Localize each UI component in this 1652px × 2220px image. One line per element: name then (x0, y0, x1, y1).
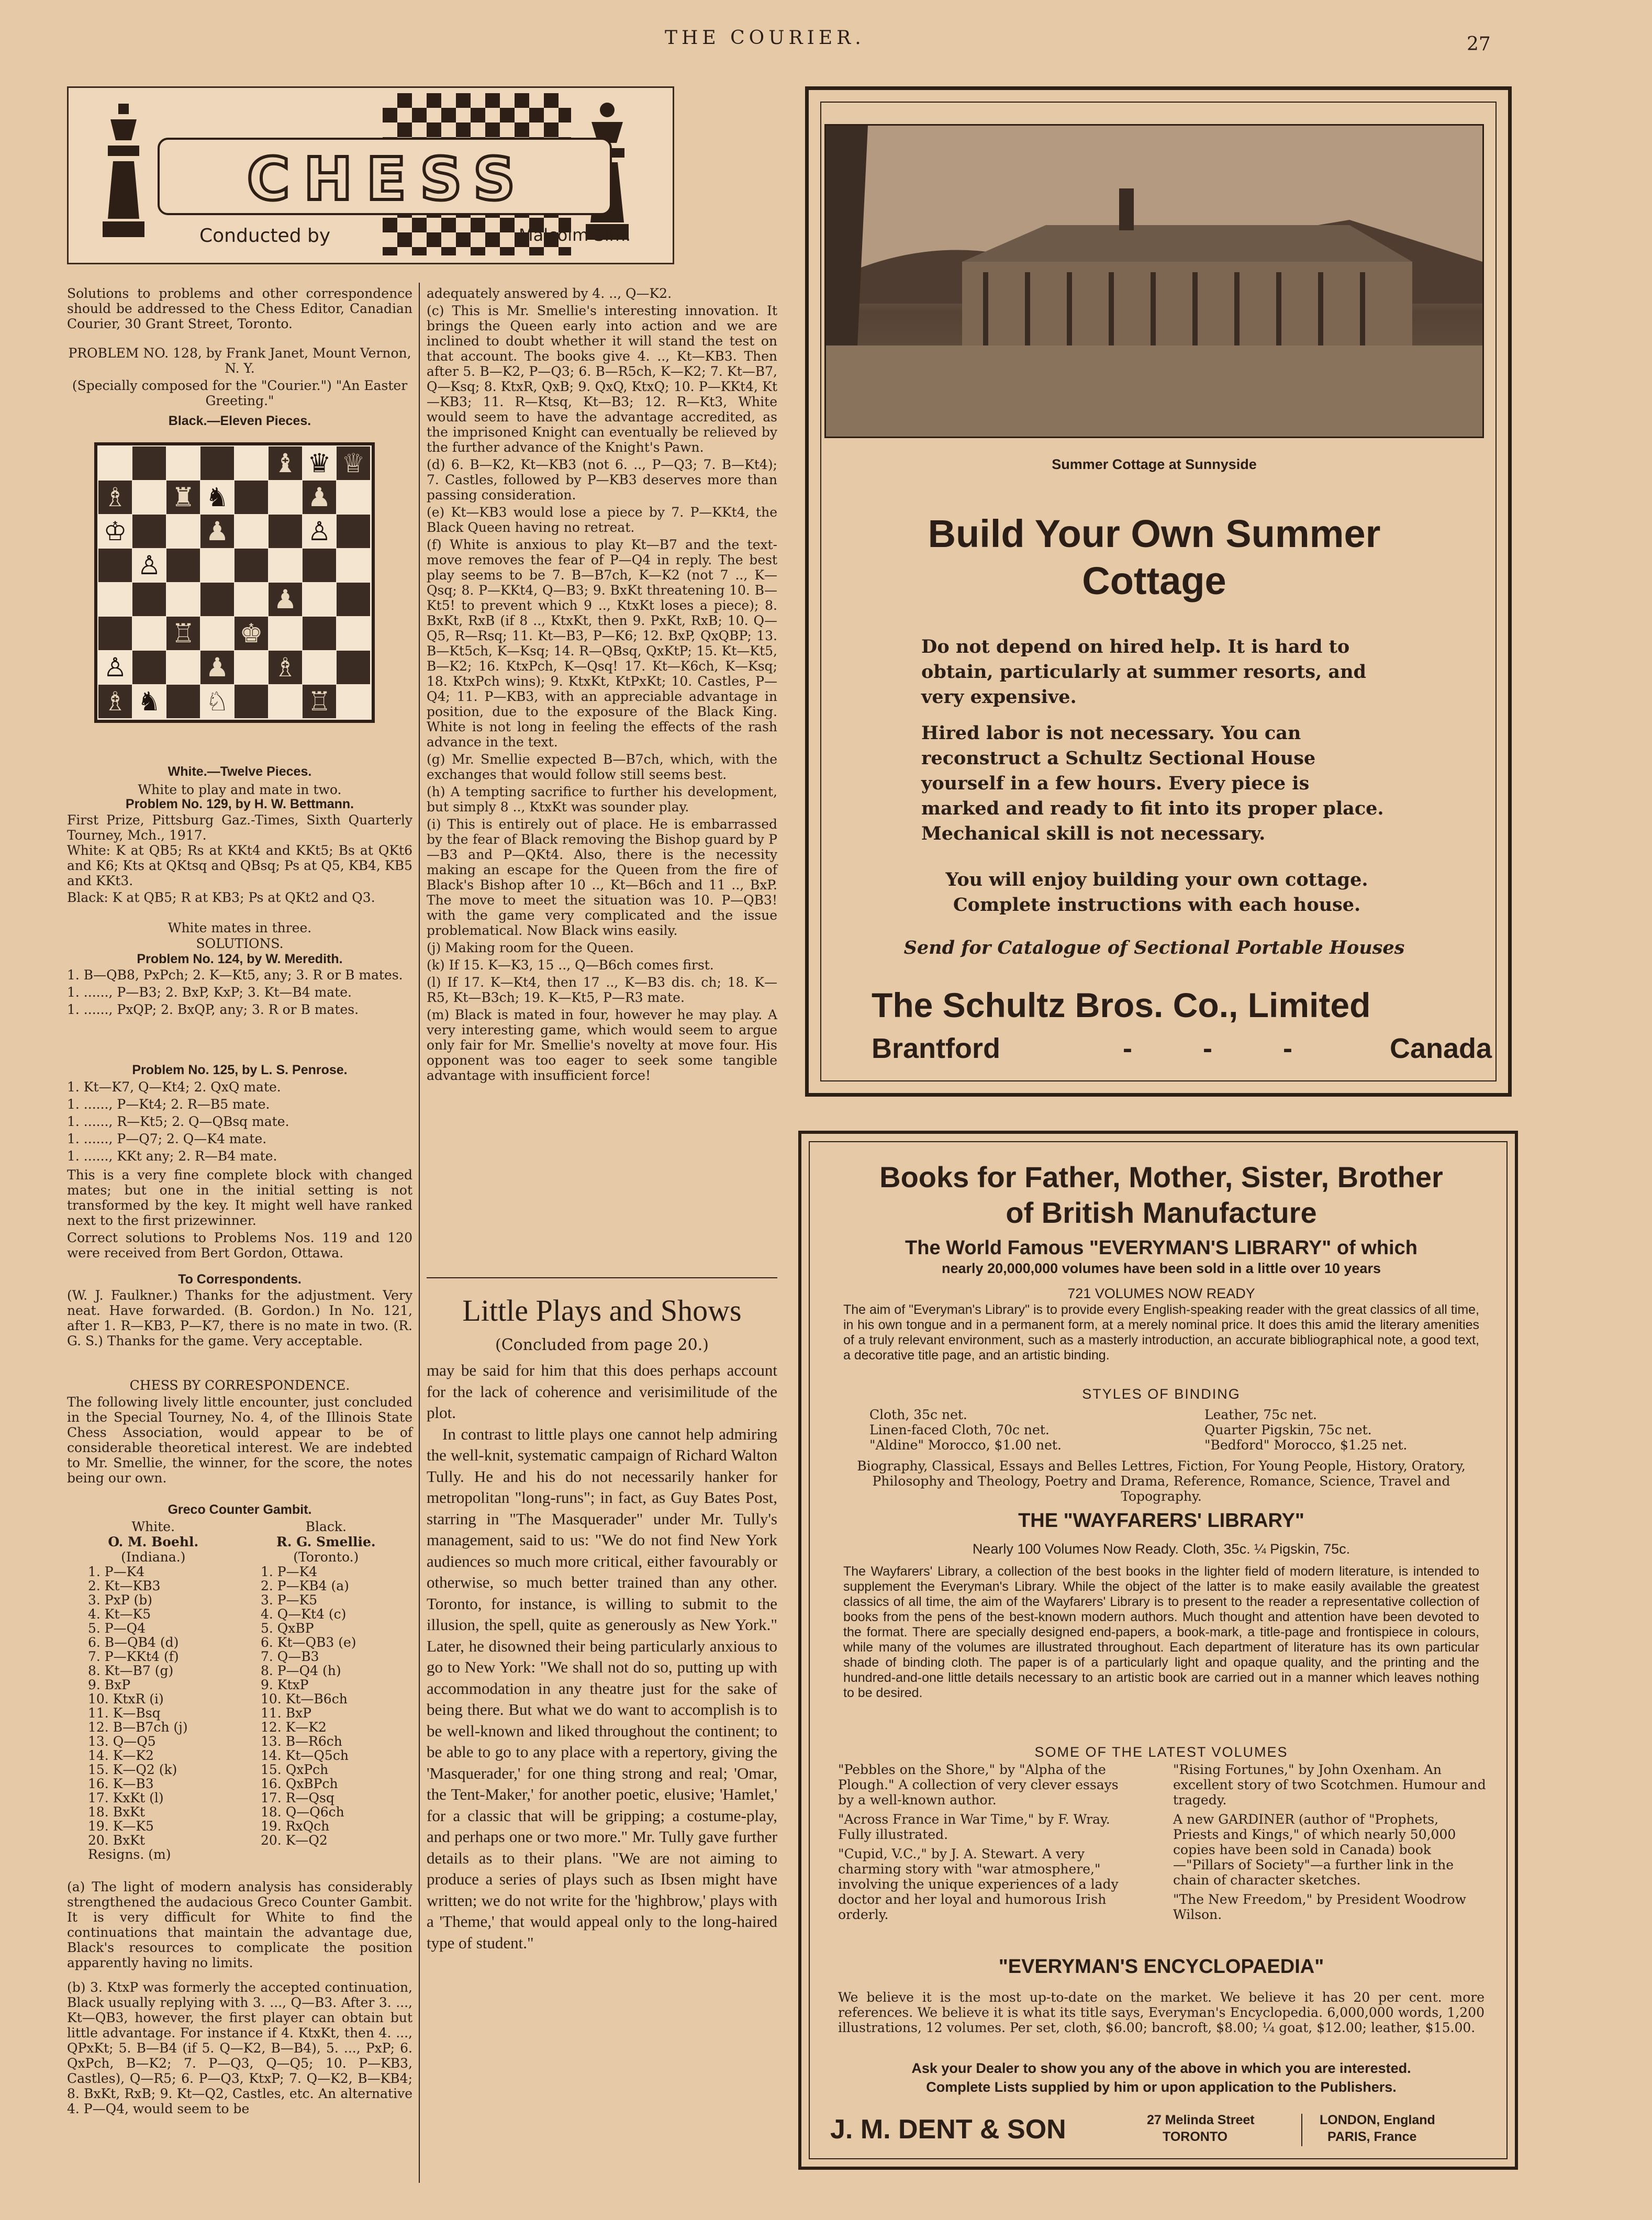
categories-text: Biography, Classical, Essays and Belles Lettres, Fiction, For Young People, History, Oratory, Philosophy and Theology, Poetry and Drama, Reference, Romance, Science, Travel and Topography. (857, 1458, 1466, 1504)
latest-volume: A new GARDINER (author of "Prophets, Priests and Kings," of which nearly 50,000 copies have been sold in Canada) book—"Pillars of Society"—a further link in the chain of character sketches. (1173, 1812, 1456, 1888)
game-move: 12. B—B7ch (j) (88, 1720, 188, 1735)
correspondents-heading: To Correspondents. (178, 1272, 302, 1287)
cottage-photo (824, 124, 1484, 438)
london-address: LONDON, England (1320, 2113, 1435, 2127)
wayfarers-heading: THE "WAYFARERS' LIBRARY" (1018, 1510, 1304, 1532)
game-move: 2. Kt—KB3 (88, 1578, 161, 1593)
board-square (166, 549, 200, 582)
game-move: 8. P—Q4 (h) (261, 1663, 341, 1678)
binding-style: Linen-faced Cloth, 70c net. (869, 1422, 1050, 1437)
problem-128-note: (Specially composed for the "Courier.") "An Easter Greeting." (72, 378, 408, 408)
section-rule (427, 1277, 777, 1278)
queen-icon: ♛ (307, 448, 331, 478)
game-move: Resigns. (m) (88, 1847, 171, 1862)
styles-heading: STYLES OF BINDING (1082, 1386, 1241, 1402)
board-square (337, 583, 370, 616)
page-number: 27 (1467, 34, 1491, 55)
note-paragraph: (j) Making room for the Queen. (427, 940, 634, 955)
pawn-icon: ♙ (103, 652, 127, 683)
game-move: 10. KtxR (i) (88, 1691, 164, 1706)
solution-line: 1. ......, PxQP; 2. BxQP, any; 3. R or B mates. (67, 1002, 359, 1017)
schultz-para-3: You will enjoy building your own cottage. Complete instructions with each house. (945, 869, 1368, 916)
pawn-icon: ♟ (273, 584, 297, 615)
player-header (67, 1519, 412, 1565)
schultz-headline-1: Build Your Own Summer (928, 512, 1381, 555)
game-move: 3. PxP (b) (88, 1592, 152, 1608)
game-move: 16. QxBPch (261, 1776, 338, 1791)
solution-line: 1. ......, P—Q7; 2. Q—K4 mate. (67, 1131, 267, 1146)
black-player: R. G. Smellie. (276, 1534, 376, 1549)
problem-128-title: PROBLEM NO. 128, by Frank Janet, Mount Vernon, N. Y. (68, 345, 411, 376)
board-square (269, 481, 302, 514)
board-square (269, 549, 302, 582)
photo-caption: Summer Cottage at Sunnyside (1052, 456, 1257, 472)
problem-129-text: First Prize, Pittsburg Gaz.-Times, Sixth Quarterly Tourney, Mch., 1917. (67, 812, 412, 843)
complete-lists: Complete Lists supplied by him or upon application to the Publishers. (926, 2079, 1397, 2095)
schultz-dashes: - - - (1123, 1033, 1324, 1064)
game-move: 5. P—Q4 (88, 1621, 146, 1636)
ask-dealer: Ask your Dealer to show you any of the above in which you are interested. (911, 2060, 1411, 2076)
note-paragraph: (h) A tempting sacrifice to further his development, but simply 8 .., KtxKt was sounder play. (427, 784, 777, 815)
note-a: (a) The light of modern analysis has considerably strengthened the audacious Greco Counter Gambit. It is very difficult for White to find the continuations that maintain the advantage due, Black's resources to complicate the position apparently having no limits. (67, 1879, 412, 1970)
address-divider (1301, 2114, 1302, 2146)
game-move: 10. Kt—B6ch (261, 1691, 348, 1706)
game-move: 4. Q—Kt4 (c) (261, 1607, 347, 1622)
latest-volume: "Cupid, V.C.," by J. A. Stewart. A very charming story with "war atmosphere," involving the unique experiences of a lady doctor and her loyal and humorous Irish orderly. (838, 1846, 1119, 1922)
board-square (235, 515, 268, 548)
game-move: 20. K—Q2 (261, 1833, 328, 1848)
note-paragraph: (l) If 17. K—Kt4, then 17 .., K—B3 dis. ch; 18. K—R5, Kt—B3ch; 19. K—Kt5, P—R3 mate. (427, 975, 777, 1005)
game-move: 7. P—KKt4 (f) (88, 1649, 179, 1664)
latest-volume: "The New Freedom," by President Woodrow Wilson. (1173, 1892, 1466, 1922)
cottage-image (826, 126, 1482, 437)
schultz-company: The Schultz Bros. Co., Limited (872, 986, 1371, 1024)
note-paragraph: (i) This is entirely out of place. He is embarrassed by the fear of Black removing the Bishop guard by P—B3 and P—QKt4. Also, there is the necessity making an escape for the Queen from the fire of Black's Bishop after 10 .., Kt—B6ch and 11 .., BxP. The move to meet the situation was 10. P—QB3! with the game very complicated and the issue problematical. Now Black wins easily. (427, 817, 777, 938)
toronto-address-1: 27 Melinda Street (1147, 2113, 1255, 2127)
game-move: 8. Kt—B7 (g) (88, 1663, 174, 1678)
everyman-subheading: nearly 20,000,000 volumes have been sold in a little over 10 years (942, 1260, 1381, 1276)
black-place: (Toronto.) (293, 1549, 359, 1565)
solutions-heading: SOLUTIONS. (196, 936, 284, 951)
note-paragraph: (c) This is Mr. Smellie's interesting innovation. It brings the Queen early into action and we are inclined to doubt whether it will stand the test on that account. The books give 4. .., Kt—KB3. Then after 5. B—K2, P—Q3; 6. B—R5ch, K—K2; 7. Kt—B7, Q—Ksq; 8. KtxR, QxB; 9. QxQ, KtxQ; 10. P—KKt4, Kt—KB3; 11. R—Ktsq, Kt—B3; 12. R—Kt3, White would seem to have the advantage accredited, as the imprisoned Knight can eventually be relieved by the further advance of the Knight's Pawn. (427, 303, 777, 455)
bishop-icon: ♗ (273, 652, 297, 683)
board-square (235, 481, 268, 514)
game-move: 15. QxPch (261, 1762, 329, 1777)
black-moves (240, 1565, 412, 1861)
note-b: (b) 3. KtxP was formerly the accepted continuation, Black usually replying with 3. ..., Q—B3. After 3. ..., Kt—QB3, however, the first player can obtain but little advantage. For instance if 4. KtxKt, then 4. ..., QPxKt; 5. B—B4 (if 5. Q—K2, B—B4), 5. ..., PxP; 6. QxPch, B—K2; 7. P—Q3, Q—Q5; 10. P—KB3, Castles), Q—R5; 6. P—Q3, KtxP; 7. Q—K2, B—KB4; 8. BxKt, RxB; 9. Kt—Q2, Castles, etc. An alternative 4. P—Q4, would seem to be (67, 1980, 412, 2116)
catalogue-line: Send for Catalogue of Sectional Portable Houses (903, 937, 1405, 958)
plays-subtitle: (Concluded from page 20.) (495, 1336, 709, 1354)
game-move: 18. BxKt (88, 1804, 145, 1820)
board-square (337, 617, 370, 650)
note-paragraph: adequately answered by 4. .., Q—K2. (427, 286, 672, 301)
board-square (200, 583, 234, 616)
board-square (200, 549, 234, 582)
game-move: 17. KxKt (l) (88, 1790, 164, 1805)
board-square (303, 549, 336, 582)
styles-left (869, 1407, 1142, 1453)
board-square (235, 549, 268, 582)
queen-icon: ♕ (341, 448, 365, 478)
styles-right (1204, 1407, 1477, 1453)
encyclopaedia-text: We believe it is the most up-to-date on the market. We believe it has 20 per cent. more references. We believe it is what its title says, Everyman's Encyclopedia. 6,000,000 words, 1,200 illustrations, 12 volumes. Per set, cloth, $6.00; bancroft, $8.00; ¼ goat, $12.00; leather, $15.00. (838, 1990, 1484, 2035)
rook-icon: ♖ (307, 686, 331, 717)
binding-style: Leather, 75c net. (1204, 1407, 1317, 1422)
game-move: 6. B—QB4 (d) (88, 1635, 179, 1650)
dent-headline-1: Books for Father, Mother, Sister, Brother (879, 1161, 1443, 1193)
board-square (303, 583, 336, 616)
board-square (337, 481, 370, 514)
board-square (200, 617, 234, 650)
board-square (166, 651, 200, 684)
white-player: O. M. Boehl. (108, 1534, 199, 1549)
volumes-ready: 721 VOLUMES NOW READY (1067, 1286, 1255, 1301)
game-move: 1. P—K4 (88, 1564, 145, 1579)
problem-129-white: White: K at QB5; Rs at KKt4 and KKt5; Bs at QKt6 and K6; Kts at QKtsq and QBsq; Ps at Q5, KB4, KB5 and KKt3. (67, 843, 412, 888)
game-move: 13. Q—Q5 (88, 1734, 156, 1749)
white-moves (67, 1565, 240, 1861)
binding-style: Quarter Pigskin, 75c net. (1204, 1422, 1372, 1437)
solution-line: 1. B—QB8, PxPch; 2. K—Kt5, any; 3. R or B mates. (67, 967, 403, 983)
problem-124-solution (67, 967, 412, 1019)
board-square (98, 447, 132, 480)
game-score (67, 1519, 412, 1861)
schultz-city: Brantford (872, 1033, 1000, 1064)
game-move: 14. Kt—Q5ch (261, 1748, 349, 1763)
gambit-title: Greco Counter Gambit. (168, 1502, 312, 1517)
king-icon: ♚ (239, 618, 263, 649)
problem-124-heading: Problem No. 124, by W. Meredith. (137, 952, 343, 966)
game-move: 14. K—K2 (88, 1748, 154, 1763)
board-square (337, 549, 370, 582)
game-move: 16. K—B3 (88, 1776, 154, 1791)
schultz-headline-2: Cottage (1082, 559, 1226, 603)
pawn-icon: ♟ (205, 516, 229, 546)
binding-style: "Bedford" Morocco, $1.25 net. (1204, 1437, 1408, 1453)
knight-icon: ♞ (137, 686, 161, 717)
game-move: 7. Q—B3 (261, 1649, 319, 1664)
wayfarers-text: The Wayfarers' Library, a collection of the best books in the lighter field of modern literature, is intended to supplement the Everyman's Library. While the object of the latter is to make easily available the greatest classics of all time, the aim of the Wayfarers' Library is to present to the reader a representative collection of books from the pens of the best-known modern authors. Much thought and attention have been devoted to the format. There are specially designed end-papers, a book-mark, a title-page and frontispiece in colours, while many of the volumes are illustrated throughout. Each department of literature has its own particular shade of binding cloth. The paper is of a particularly light and opaque quality, and the printing and the hundred-and-one little details necessary to an artistic book are carried out in a manner which leaves nothing to be desired. (843, 1564, 1479, 1700)
schultz-country: Canada (1390, 1033, 1492, 1064)
latest-volume: "Across France in War Time," by F. Wray. Fully illustrated. (838, 1812, 1110, 1842)
board-square (132, 481, 166, 514)
board-square (303, 651, 336, 684)
note-paragraph: (e) Kt—KB3 would lose a piece by 7. P—KKt4, the Black Queen having no retreat. (427, 505, 777, 535)
board-square (337, 515, 370, 548)
note-paragraph: (f) White is anxious to play Kt—B7 and the text-move removes the fear of P—Q4 in reply. The best play seems to be 7. B—B7ch, K—K2 (not 7 .., K—Qsq; 8. P—KKt4, Q—B3; 9. BxKt threatening 10. B—Kt5! to prevent which 9 .., KtxKt loses a piece); 8. BxKt, RxB (if 8 .., KtxKt, then 9. PxKt, RxB; 10. Q—Q5, R—Rsq; 11. Kt—B3, P—K6; 12. BxP, QxQBP; 13. B—Kt5ch, K—Ksq; 14. R—QBsq, QxKtP; 15. Kt—Kt5, B—K2; 16. KtxPch, K—Qsq! 17. Kt—K6ch, K—Ksq; 18. KtxPch wins); 9. KtxKt, KtPxKt; 10. Castles, P—Q4; 11. P—KB3, with an appreciable advantage in position, due to the exposure of the Black King. White is not long in feeling the effects of the rash advance in the text. (427, 537, 777, 750)
game-move: 11. K—Bsq (88, 1705, 161, 1721)
board-square (303, 617, 336, 650)
publisher-name: J. M. DENT & SON (830, 2114, 1066, 2145)
board-square (200, 447, 234, 480)
column-rule-1 (419, 283, 420, 2183)
note-paragraph: (g) Mr. Smellie expected B—B7ch, which, with the exchanges that would follow still seems best. (427, 752, 777, 782)
correspondence-text: The following lively little encounter, just concluded in the Special Tourney, No. 4, of the Illinois State Chess Association, would appear to be of considerable theoretical interest. We are indebted to Mr. Smellie, the winner, for the score, the notes being our own. (67, 1395, 412, 1486)
rook-icon: ♜ (171, 482, 195, 512)
board-square (98, 583, 132, 616)
problem-129-black: Black: K at QB5; R at KB3; Ps at QKt2 and Q3. (67, 890, 375, 905)
black-caption: Black.—Eleven Pieces. (168, 414, 311, 428)
board-square (337, 651, 370, 684)
game-move: 20. BxKt (88, 1833, 145, 1848)
mate-note: White to play and mate in two. (138, 782, 342, 797)
board-square (235, 651, 268, 684)
white-color: White. (131, 1519, 175, 1534)
knight-icon: ♘ (205, 686, 229, 717)
everyman-heading: The World Famous "EVERYMAN'S LIBRARY" of which (905, 1237, 1417, 1259)
game-move: 1. P—K4 (261, 1564, 318, 1579)
board-square (166, 515, 200, 548)
plays-paragraph: In contrast to little plays one cannot help admiring the well-knit, systematic campaign of Richard Walton Tully. He and his do not necessarily hanker for metropolitan "long-runs"; in fact, as Guy Bates Post, starring in "The Masquerader" under Mr. Tully's management, said to us: "We do not find New York audiences so much more critical, either favourably or otherwise, so much better trained than any other. Toronto, for instance, is willing to submit to the illusion, the spell, quite as generously as New York." Later, he disowned their being particularly anxious to go to New York: "We shall not do so, putting up with accommodation in any theatre just for the sake of being there. But what we do want to accomplish is to be well-known and liked throughout the continent; to be able to go to any place with a repertory, giving the 'Masquerader,' for one thing strong and real; 'Omar, the Tent-Maker,' for another poetic, elusive; 'Hamlet,' for a classic that will be gripping; a costume-play, and perhaps one or two more." Mr. Tully gave further details as to their plans. "We are not aiming to produce a series of plays such as Ibsen might have written; we do not write for the 'highbrow,' plays with a 'Theme,' that would appeal only to the long-haired type of student." (427, 1424, 777, 1952)
latest-right (1173, 1762, 1487, 1922)
chess-board (94, 442, 375, 723)
problem-125-comment: This is a very fine complete block with changed mates; but one in the initial setting is not transformed by the key. It might well have ranked next to the first prizewinner. (67, 1167, 412, 1228)
game-move: 3. P—K5 (261, 1592, 318, 1608)
plays-paragraph: may be said for him that this does perhaps account for the lack of coherence and verisimilitude of the plot. (427, 1361, 777, 1422)
problem-125-solution (67, 1079, 412, 1166)
note-paragraph: (d) 6. B—K2, Kt—KB3 (not 6. .., P—Q3; 7. B—Kt4); 7. Castles, followed by P—KB3 deserves more than passing consideration. (427, 457, 777, 503)
game-move: 9. KtxP (261, 1677, 309, 1692)
board-square (132, 515, 166, 548)
conducted-by: Conducted by (199, 225, 331, 247)
game-move: 11. BxP (261, 1705, 311, 1721)
toronto-address-2: TORONTO (1163, 2129, 1228, 2144)
game-move: 15. K—Q2 (k) (88, 1762, 177, 1777)
king-piece-icon (95, 98, 152, 245)
board-square (269, 685, 302, 718)
rook-icon: ♖ (171, 618, 195, 649)
chess-notes-continued (427, 286, 777, 1085)
board-square (132, 583, 166, 616)
game-move: 19. K—K5 (88, 1819, 154, 1834)
problem-129-title: Problem No. 129, by H. W. Bettmann. (125, 797, 354, 811)
solution-line: 1. ......, P—Kt4; 2. R—B5 mate. (67, 1097, 270, 1112)
latest-heading: SOME OF THE LATEST VOLUMES (1034, 1744, 1288, 1760)
problem-125-heading: Problem No. 125, by L. S. Penrose. (132, 1063, 348, 1077)
schultz-advertisement (805, 86, 1512, 1097)
binding-style: "Aldine" Morocco, $1.00 net. (869, 1437, 1062, 1453)
knight-icon: ♞ (205, 482, 229, 512)
game-move: 9. BxP (88, 1677, 131, 1692)
schultz-para-1: Do not depend on hired help. It is hard to obtain, particularly at summer resorts, and very expensive. (921, 636, 1366, 708)
pawn-icon: ♙ (137, 550, 161, 581)
chess-editor: Malcolm Sim. (519, 225, 631, 245)
latest-volume: "Pebbles on the Shore," by "Alpha of the Plough." A collection of very clever essays by a well-known author. (838, 1762, 1119, 1808)
board-square (269, 515, 302, 548)
solution-line: 1. ......, KKt any; 2. R—B4 mate. (67, 1148, 277, 1164)
game-move: 6. Kt—QB3 (e) (261, 1635, 356, 1650)
board-square (166, 685, 200, 718)
correspondents-text: (W. J. Faulkner.) Thanks for the adjustment. Very neat. Have forwarded. (B. Gordon.) In No. 121, after 1. R—KB3, P—K7, there is no mate in two. (R. G. S.) Thanks for the game. Very acceptable. (67, 1288, 412, 1348)
game-move: 4. Kt—K5 (88, 1607, 151, 1622)
banner-title: CHESS (247, 146, 529, 214)
solution-line: 1. Kt—K7, Q—Kt4; 2. QxQ mate. (67, 1079, 281, 1095)
chess-intro: Solutions to problems and other correspondence should be addressed to the Chess Editor, Canadian Courier, 30 Grant Street, Toronto. (67, 286, 412, 331)
running-head: THE COURIER. (665, 27, 865, 49)
board-square (166, 447, 200, 480)
board-square (235, 583, 268, 616)
board-square (98, 549, 132, 582)
board-square (98, 617, 132, 650)
correspondence-heading: CHESS BY CORRESPONDENCE. (129, 1378, 350, 1393)
latest-volume: "Rising Fortunes," by John Oxenham. An excellent story of two Scotchmen. Humour and tragedy. (1173, 1762, 1486, 1808)
bishop-icon: ♝ (273, 448, 297, 478)
black-color: Black. (305, 1519, 347, 1534)
board-square (269, 617, 302, 650)
game-move: 18. Q—Q6ch (261, 1804, 344, 1820)
schultz-para-2: Hired labor is not necessary. You can reconstruct a Schultz Sectional House yourself in a few hours. Every piece is marked and ready to fit into its proper place. Mechanical skill is not necessary. (921, 722, 1384, 844)
pawn-icon: ♟ (307, 482, 331, 512)
solution-line: 1. ......, P—B3; 2. BxP, KxP; 3. Kt—B4 mate. (67, 985, 352, 1000)
board-square (132, 447, 166, 480)
everyman-text: The aim of "Everyman's Library" is to provide every English-speaking reader with the great classics of all time, in his own tongue and in a permanent form, at a merely nominal price. It does this amid the literary amenities of a truly relevant environment, such as a masterly introduction, an accurate bibliographical note, a good text, a decorative title page, and an artistic binding. (843, 1302, 1479, 1363)
game-move: 12. K—K2 (261, 1720, 327, 1735)
game-move: 5. QxBP (261, 1621, 314, 1636)
pawn-icon: ♙ (307, 516, 331, 546)
game-move: 2. P—KB4 (a) (261, 1578, 349, 1593)
encyclopaedia-heading: "EVERYMAN'S ENCYCLOPAEDIA" (998, 1956, 1324, 1978)
correct-solutions: Correct solutions to Problems Nos. 119 and 120 were received from Bert Gordon, Ottawa. (67, 1230, 412, 1260)
white-place: (Indiana.) (121, 1549, 186, 1565)
white-caption: White.—Twelve Pieces. (168, 764, 312, 779)
plays-title: Little Plays and Shows (462, 1293, 742, 1327)
board-square (132, 617, 166, 650)
board-square (337, 685, 370, 718)
solution-line: 1. ......, R—Kt5; 2. Q—QBsq mate. (67, 1114, 289, 1129)
dent-headline-2: of British Manufacture (1006, 1196, 1317, 1229)
paris-address: PARIS, France (1327, 2129, 1417, 2144)
problem-129-mate: White mates in three. (168, 920, 312, 935)
dent-advertisement (798, 1131, 1518, 2170)
chess-banner (67, 86, 674, 264)
note-paragraph: (k) If 15. K—K3, 15 .., Q—B6ch comes first. (427, 957, 714, 973)
board-square (166, 583, 200, 616)
bishop-icon: ♗ (103, 482, 127, 512)
latest-left (838, 1762, 1131, 1922)
game-move: 19. RxQch (261, 1819, 330, 1834)
plays-article (427, 1360, 777, 1954)
bishop-icon: ♗ (103, 686, 127, 717)
game-move: 13. B—R6ch (261, 1734, 342, 1749)
pawn-icon: ♟ (205, 652, 229, 683)
game-move: 17. R—Qsq (261, 1790, 334, 1805)
board-square (235, 447, 268, 480)
board-square (235, 685, 268, 718)
note-paragraph: (m) Black is mated in four, however he may play. A very interesting game, which would seem to argue only fair for Mr. Smellie's novelty at move four. His opponent was too eager to seek some tangible advantage with insufficient force! (427, 1007, 777, 1083)
binding-style: Cloth, 35c net. (869, 1407, 967, 1422)
king-icon: ♔ (103, 516, 127, 546)
wayfarers-subheading: Nearly 100 Volumes Now Ready. Cloth, 35c. ¼ Pigskin, 75c. (972, 1541, 1350, 1557)
board-square (132, 651, 166, 684)
